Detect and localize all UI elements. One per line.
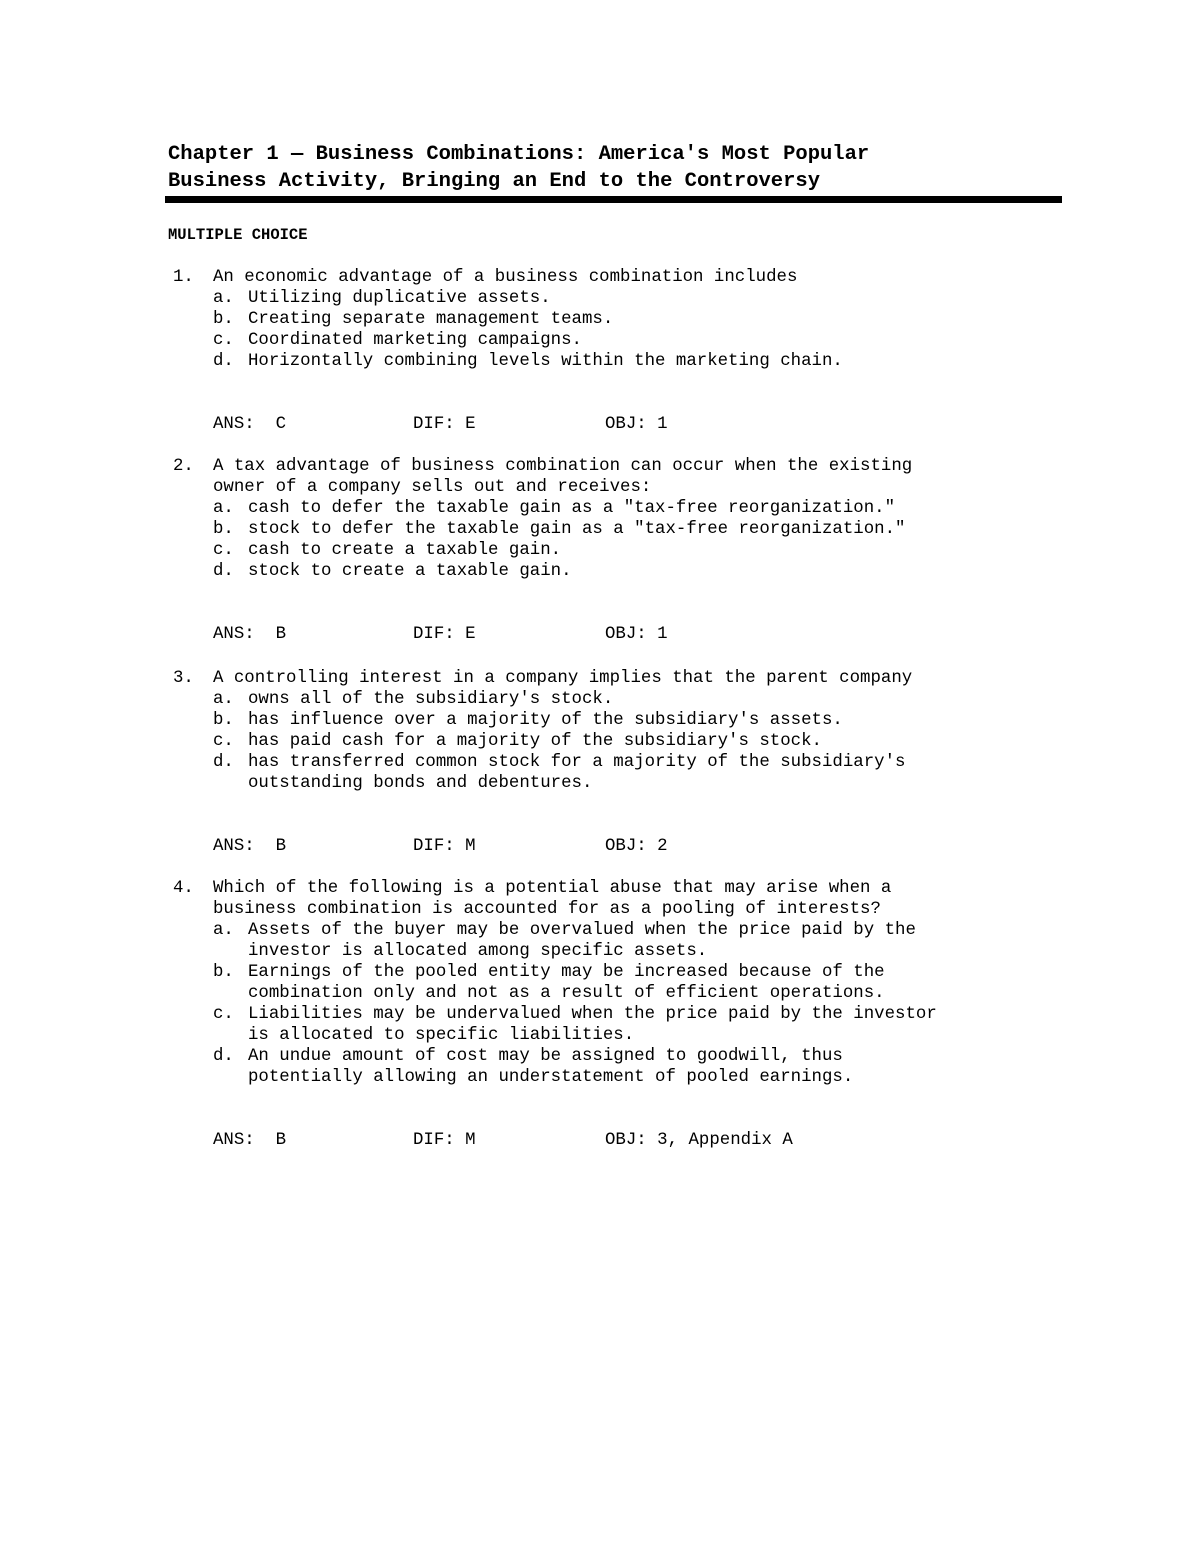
choice-text: cash to defer the taxable gain as a "tax-free reorganization."	[248, 499, 896, 518]
difficulty-label: DIF: E	[413, 415, 476, 434]
answer-label: ANS: B	[213, 1131, 287, 1150]
question-stem-line: An economic advantage of a business combination includes	[213, 268, 798, 287]
choice-list	[213, 689, 912, 794]
choice-text: An undue amount of cost may be assigned to goodwill, thus	[248, 1047, 843, 1066]
choice-text: has influence over a majority of the subsidiary's assets.	[248, 711, 843, 730]
section-heading: MULTIPLE CHOICE	[168, 226, 308, 244]
answer-choice	[213, 330, 843, 351]
answer-choice	[213, 309, 843, 330]
choice-text: Creating separate management teams.	[248, 310, 614, 329]
objective-label: OBJ: 1	[605, 625, 668, 644]
choice-list	[213, 920, 937, 1088]
choice-text: Liabilities may be undervalued when the price paid by the investor	[248, 1005, 937, 1024]
question-stem-line: Which of the following is a potential abuse that may arise when a	[213, 879, 892, 898]
objective-label: OBJ: 3, Appendix A	[605, 1131, 793, 1150]
question-stem-line: A controlling interest in a company implies that the parent company	[213, 669, 913, 688]
answer-key-row	[213, 836, 912, 857]
answer-choice	[213, 1067, 937, 1088]
choice-text: stock to defer the taxable gain as a "tax-free reorganization."	[248, 520, 906, 539]
answer-choice	[213, 288, 843, 309]
answer-choice	[213, 983, 937, 1004]
answer-choice	[213, 731, 912, 752]
chapter-title-line-1: Chapter 1 — Business Combinations: America's Most Popular	[168, 143, 870, 166]
choice-letter: a.	[213, 690, 234, 709]
choice-text: is allocated to specific liabilities.	[248, 1026, 635, 1045]
answer-choice	[213, 962, 937, 983]
choice-text: combination only and not as a result of efficient operations.	[248, 984, 885, 1003]
choice-text: Earnings of the pooled entity may be increased because of the	[248, 963, 885, 982]
answer-choice	[213, 773, 912, 794]
choice-letter: d.	[213, 753, 234, 772]
chapter-title-line-2: Business Activity, Bringing an End to the Controversy	[168, 170, 821, 193]
question-number	[173, 477, 213, 498]
choice-letter	[213, 1067, 248, 1088]
answer-choice	[213, 519, 912, 540]
choice-letter: a.	[213, 289, 234, 308]
choice-text: outstanding bonds and debentures.	[248, 774, 593, 793]
answer-key-row	[213, 624, 912, 645]
choice-letter: d.	[213, 562, 234, 581]
question-stem-line: owner of a company sells out and receives:	[213, 478, 652, 497]
question-stem-line: A tax advantage of business combination can occur when the existing	[213, 457, 913, 476]
choice-text: cash to create a taxable gain.	[248, 541, 562, 560]
question-number: 2.	[173, 457, 194, 476]
choice-letter: d.	[213, 1047, 234, 1066]
question-number	[173, 899, 213, 920]
question-number: 1.	[173, 268, 194, 287]
choice-letter: b.	[213, 963, 234, 982]
choice-letter: c.	[213, 732, 234, 751]
question-stem-line: business combination is accounted for as a pooling of interests?	[213, 900, 881, 919]
question-number: 3.	[173, 669, 194, 688]
choice-text: investor is allocated among specific assets.	[248, 942, 708, 961]
choice-letter	[213, 941, 248, 962]
choice-text: Horizontally combining levels within the marketing chain.	[248, 352, 843, 371]
question-number: 4.	[173, 879, 194, 898]
answer-choice	[213, 498, 912, 519]
choice-text: owns all of the subsidiary's stock.	[248, 690, 614, 709]
choice-list	[213, 498, 912, 582]
answer-choice	[213, 1025, 937, 1046]
choice-text: stock to create a taxable gain.	[248, 562, 572, 581]
question-item	[173, 668, 912, 857]
choice-list	[213, 288, 843, 372]
answer-choice	[213, 561, 912, 582]
answer-choice	[213, 941, 937, 962]
difficulty-label: DIF: M	[413, 1131, 476, 1150]
question-item	[173, 456, 912, 645]
objective-label: OBJ: 1	[605, 415, 668, 434]
answer-choice	[213, 920, 937, 941]
objective-label: OBJ: 2	[605, 837, 668, 856]
choice-letter: b.	[213, 310, 234, 329]
choice-letter: d.	[213, 352, 234, 371]
answer-choice	[213, 710, 912, 731]
choice-text: has transferred common stock for a majority of the subsidiary's	[248, 753, 906, 772]
choice-letter: c.	[213, 541, 234, 560]
answer-choice	[213, 752, 912, 773]
choice-letter: b.	[213, 711, 234, 730]
choice-text: Coordinated marketing campaigns.	[248, 331, 582, 350]
choice-text: potentially allowing an understatement of pooled earnings.	[248, 1068, 854, 1087]
answer-key-row	[213, 414, 843, 435]
choice-text: Assets of the buyer may be overvalued when the price paid by the	[248, 921, 916, 940]
choice-letter: b.	[213, 520, 234, 539]
choice-letter	[213, 773, 248, 794]
answer-key-row	[213, 1130, 937, 1151]
choice-letter: a.	[213, 921, 234, 940]
choice-text: Utilizing duplicative assets.	[248, 289, 551, 308]
question-item	[173, 267, 843, 435]
answer-label: ANS: B	[213, 837, 287, 856]
answer-label: ANS: B	[213, 625, 287, 644]
chapter-title	[168, 141, 1068, 195]
answer-choice	[213, 1004, 937, 1025]
answer-choice	[213, 689, 912, 710]
choice-letter: a.	[213, 499, 234, 518]
question-item	[173, 878, 937, 1151]
answer-label: ANS: C	[213, 415, 287, 434]
choice-letter: c.	[213, 1005, 234, 1024]
title-rule	[165, 196, 1062, 203]
choice-letter	[213, 1025, 248, 1046]
choice-letter: c.	[213, 331, 234, 350]
answer-choice	[213, 351, 843, 372]
difficulty-label: DIF: E	[413, 625, 476, 644]
choice-letter	[213, 983, 248, 1004]
difficulty-label: DIF: M	[413, 837, 476, 856]
answer-choice	[213, 540, 912, 561]
answer-choice	[213, 1046, 937, 1067]
choice-text: has paid cash for a majority of the subsidiary's stock.	[248, 732, 822, 751]
